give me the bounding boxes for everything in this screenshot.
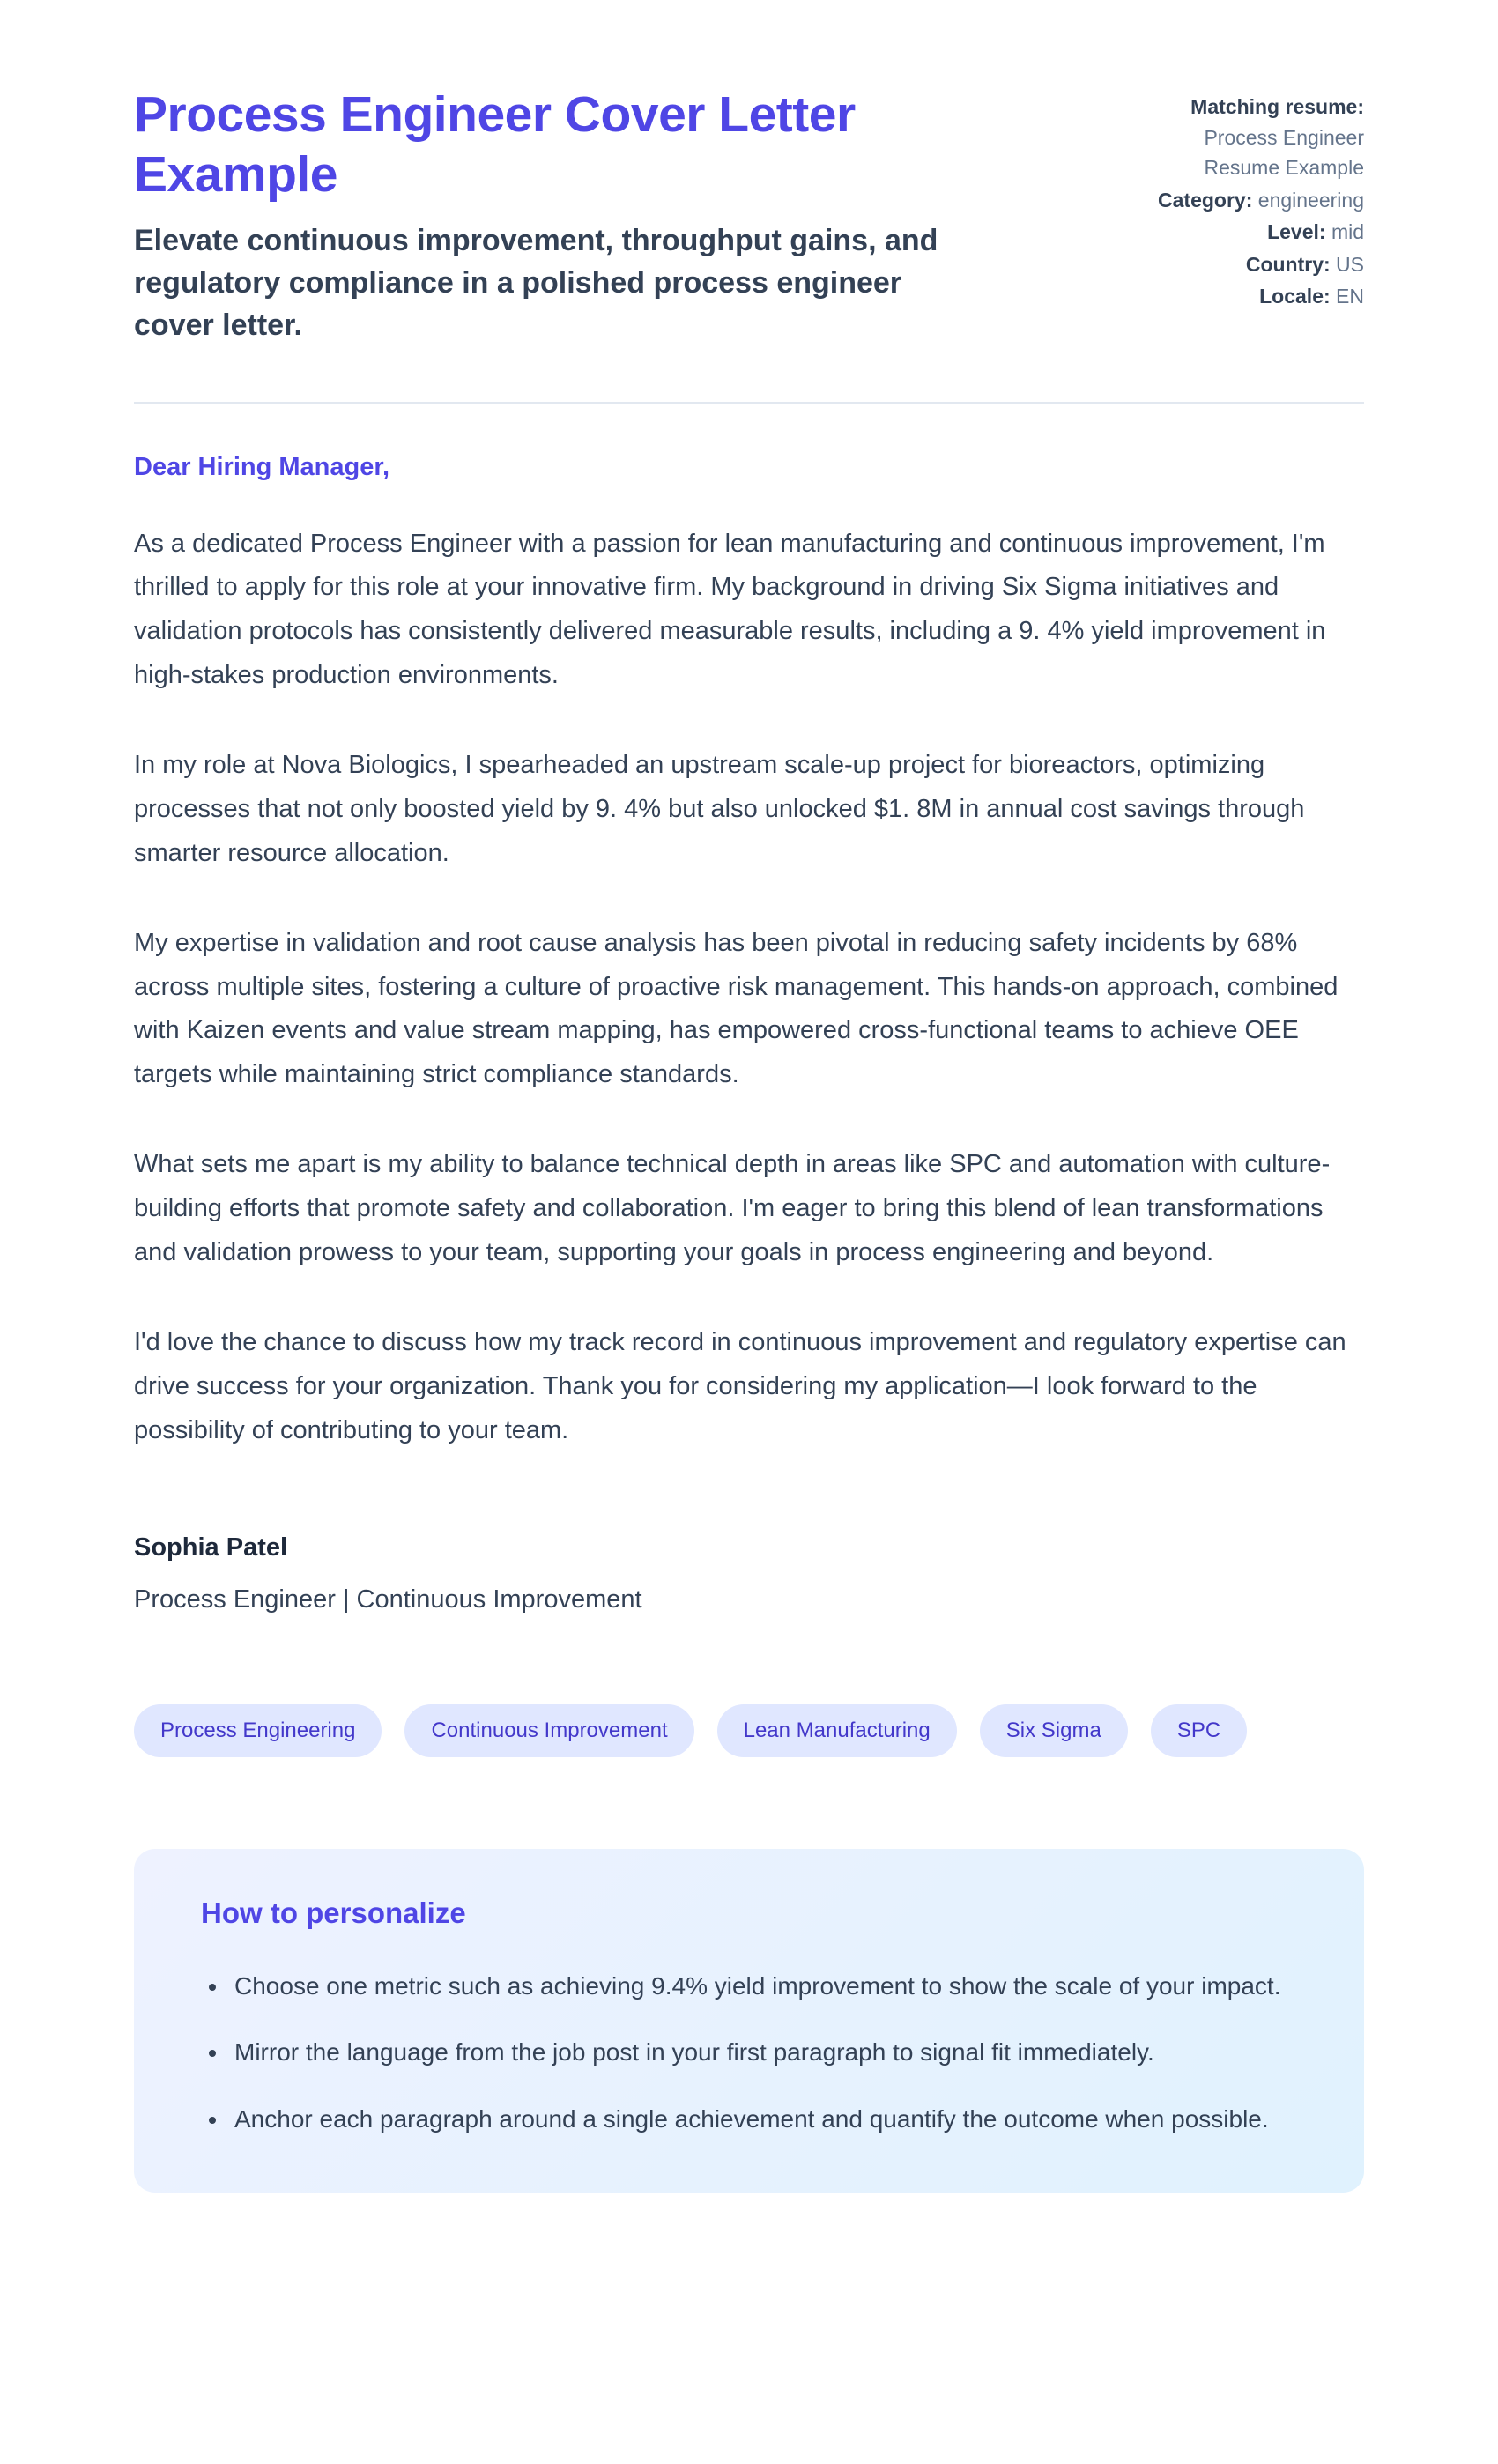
meta-country-label: Country: — [1245, 252, 1331, 276]
personalize-tip: • Choose one metric such as achieving 9.4% yield improvement to show the scale of your impact. — [229, 1965, 1308, 2007]
tag-process-engineering: Process Engineering — [134, 1704, 382, 1757]
personalize-tip: • Anchor each paragraph around a single achievement and quantify the outcome when possible. — [229, 2098, 1308, 2140]
header-divider — [134, 402, 1364, 404]
personalize-card — [134, 1849, 1364, 2192]
cover-letter-body — [134, 453, 1364, 2193]
meta-level — [1100, 217, 1364, 248]
letter-paragraph: I'd love the chance to discuss how my track record in continuous improvement and regulatory expertise can drive success for your organization. Thank you for considering my application—I look forward to the possibility of contributing to your team. — [134, 1327, 1346, 1444]
tag-list — [134, 1704, 1364, 1757]
meta-country-value: US — [1336, 252, 1364, 276]
personalize-title: How to personalize — [201, 1896, 466, 1930]
meta-locale-value: EN — [1336, 285, 1364, 308]
meta-category-label: Category: — [1158, 188, 1253, 212]
resume-meta — [1100, 85, 1364, 314]
meta-country — [1100, 249, 1364, 280]
personalize-tip: • Mirror the language from the job post in your first paragraph to signal fit immediately. — [229, 2031, 1308, 2073]
meta-matching-resume-value: Process Engineer Resume Example — [1204, 125, 1364, 179]
meta-level-label: Level: — [1267, 220, 1326, 243]
signature-role: Process Engineer | Continuous Improvement — [134, 1585, 642, 1614]
tag-lean-manufacturing: Lean Manufacturing — [717, 1704, 957, 1757]
meta-locale-label: Locale: — [1259, 285, 1331, 308]
meta-category-value: engineering — [1257, 188, 1364, 212]
tag-spc: SPC — [1151, 1704, 1247, 1757]
page-title: Process Engineer Cover Letter Example — [134, 86, 856, 204]
letter-paragraph: What sets me apart is my ability to balance technical depth in areas like SPC and automation with culture-building efforts that promote safety and collaboration. I'm eager to bring this blend of lean transformations and validation prowess to your team, supporting your goals in process engineering and beyond. — [134, 1150, 1331, 1266]
salutation: Dear Hiring Manager, — [134, 452, 390, 481]
meta-category — [1100, 185, 1364, 216]
tag-six-sigma: Six Sigma — [980, 1704, 1128, 1757]
tag-continuous-improvement: Continuous Improvement — [404, 1704, 693, 1757]
header-title-block — [134, 85, 1100, 347]
meta-locale — [1100, 281, 1364, 312]
meta-level-value: mid — [1331, 220, 1364, 243]
letter-paragraph: My expertise in validation and root cause analysis has been pivotal in reducing safety incidents by 68% across multiple sites, fostering a culture of proactive risk management. This hands-on approach, combined with Kaizen events and value stream mapping, has empowered cross-functional teams to achieve OEE targets while maintaining strict compliance standards. — [134, 928, 1339, 1089]
meta-matching-resume — [1100, 92, 1364, 183]
page-subtitle: Elevate continuous improvement, throughput gains, and regulatory compliance in a polished process engineer cover letter. — [134, 223, 938, 343]
meta-matching-resume-label: Matching resume: — [1190, 95, 1364, 118]
letter-paragraph: As a dedicated Process Engineer with a passion for lean manufacturing and continuous improvement, I'm thrilled to apply for this role at your innovative firm. My background in driving Six Sigma initiatives and validation protocols has consistently delivered measurable results, including a 9. 4% yield improvement in high-stakes production environments. — [134, 529, 1326, 690]
personalize-tip-list — [169, 1965, 1308, 2139]
letter-paragraph: In my role at Nova Biologics, I spearheaded an upstream scale-up project for bioreactors, optimizing processes that not only boosted yield by 9. 4% but also unlocked $1. 8M in annual cost savings through smarter resource allocation. — [134, 751, 1305, 867]
signature-name: Sophia Patel — [134, 1533, 288, 1562]
page-header — [134, 85, 1364, 347]
